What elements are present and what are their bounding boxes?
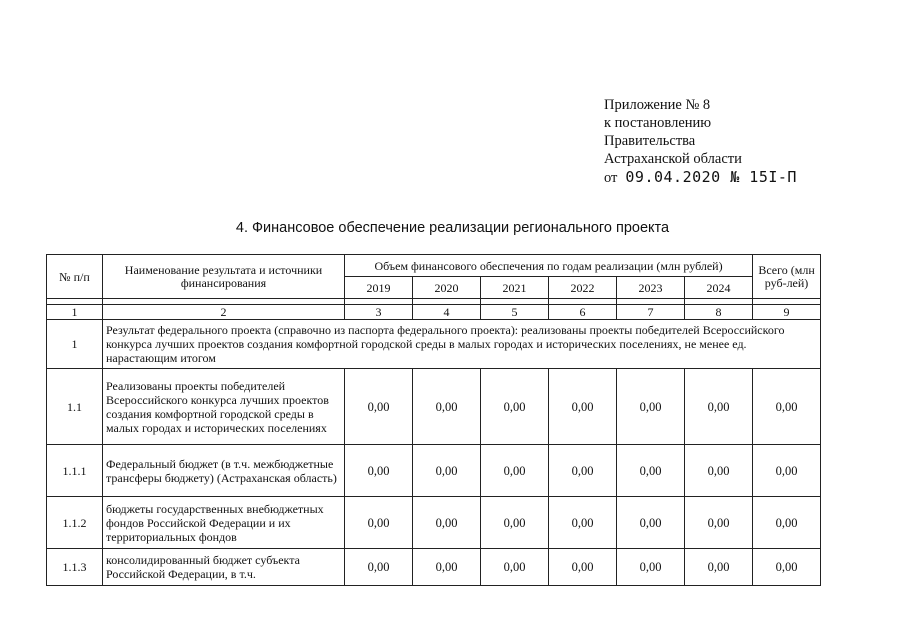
header-year-2022: 2022	[549, 277, 617, 299]
row-name: Реализованы проекты победителей Всероссийского конкурса лучших проектов создания комфортной городской среды в малых городах и исторических поселениях	[103, 369, 345, 445]
value-2024: 0,00	[685, 445, 753, 497]
col-index: 5	[481, 305, 549, 320]
value-2021: 0,00	[481, 369, 549, 445]
value-2022: 0,00	[549, 549, 617, 586]
header-year-2021: 2021	[481, 277, 549, 299]
row-num: 1.1.1	[47, 445, 103, 497]
table-row	[47, 497, 821, 549]
section-title: 4. Финансовое обеспечение реализации регионального проекта	[235, 220, 670, 236]
value-2023: 0,00	[617, 369, 685, 445]
col-index: 7	[617, 305, 685, 320]
header-name: Наименование результата и источники финансирования	[103, 255, 345, 299]
value-2024: 0,00	[685, 497, 753, 549]
header-year-2020: 2020	[413, 277, 481, 299]
row-num: 1	[47, 320, 103, 369]
annex-block	[604, 96, 797, 187]
col-index: 8	[685, 305, 753, 320]
value-2024: 0,00	[685, 549, 753, 586]
value-2021: 0,00	[481, 445, 549, 497]
annex-date-prefix: от	[604, 170, 618, 186]
value-total: 0,00	[753, 497, 821, 549]
table-row	[47, 445, 821, 497]
annex-line-2: к постановлению	[604, 115, 712, 131]
value-2019: 0,00	[345, 549, 413, 586]
financing-table	[46, 254, 821, 586]
value-2019: 0,00	[345, 445, 413, 497]
table-row	[47, 549, 821, 586]
col-index: 9	[753, 305, 821, 320]
row-name: Федеральный бюджет (в т.ч. межбюджетные трансферы бюджету) (Астраханская область)	[103, 445, 345, 497]
value-2022: 0,00	[549, 369, 617, 445]
annex-date-line	[604, 168, 797, 187]
value-2019: 0,00	[345, 497, 413, 549]
header-total: Всего (млн руб-лей)	[753, 255, 821, 299]
annex-date-value: 09.04.2020 № 15I-П	[625, 168, 797, 186]
column-index-row	[47, 305, 821, 320]
value-2022: 0,00	[549, 497, 617, 549]
table-row	[47, 320, 821, 369]
value-2021: 0,00	[481, 497, 549, 549]
value-2019: 0,00	[345, 369, 413, 445]
value-2023: 0,00	[617, 445, 685, 497]
col-index: 4	[413, 305, 481, 320]
header-num: № п/п	[47, 255, 103, 299]
row-name: консолидированный бюджет субъекта Российской Федерации, в т.ч.	[103, 549, 345, 586]
value-total: 0,00	[753, 369, 821, 445]
value-2023: 0,00	[617, 497, 685, 549]
row-num: 1.1.2	[47, 497, 103, 549]
value-total: 0,00	[753, 549, 821, 586]
result-description: Результат федерального проекта (справочно из паспорта федерального проекта): реализованы проекты победителей Всероссийского конкурса лучших проектов создания комфортной городской среды в малых городах и исторических поселениях, не менее ед. нарастающим итогом	[103, 320, 821, 369]
value-2023: 0,00	[617, 549, 685, 586]
value-2020: 0,00	[413, 549, 481, 586]
col-index: 2	[103, 305, 345, 320]
col-index: 1	[47, 305, 103, 320]
col-index: 6	[549, 305, 617, 320]
header-year-2024: 2024	[685, 277, 753, 299]
row-num: 1.1	[47, 369, 103, 445]
value-2020: 0,00	[413, 497, 481, 549]
col-index: 3	[345, 305, 413, 320]
value-2022: 0,00	[549, 445, 617, 497]
annex-line-3: Правительства	[604, 133, 696, 149]
value-2024: 0,00	[685, 369, 753, 445]
header-year-2023: 2023	[617, 277, 685, 299]
value-2020: 0,00	[413, 445, 481, 497]
annex-line-4: Астраханской области	[604, 151, 742, 167]
table-row	[47, 369, 821, 445]
row-name: бюджеты государственных внебюджетных фондов Российской Федерации и их территориальных фондов	[103, 497, 345, 549]
header-year-2019: 2019	[345, 277, 413, 299]
header-volume: Объем финансового обеспечения по годам реализации (млн рублей)	[345, 255, 753, 277]
value-2021: 0,00	[481, 549, 549, 586]
row-num: 1.1.3	[47, 549, 103, 586]
annex-line-1: Приложение № 8	[604, 97, 711, 113]
value-2020: 0,00	[413, 369, 481, 445]
value-total: 0,00	[753, 445, 821, 497]
